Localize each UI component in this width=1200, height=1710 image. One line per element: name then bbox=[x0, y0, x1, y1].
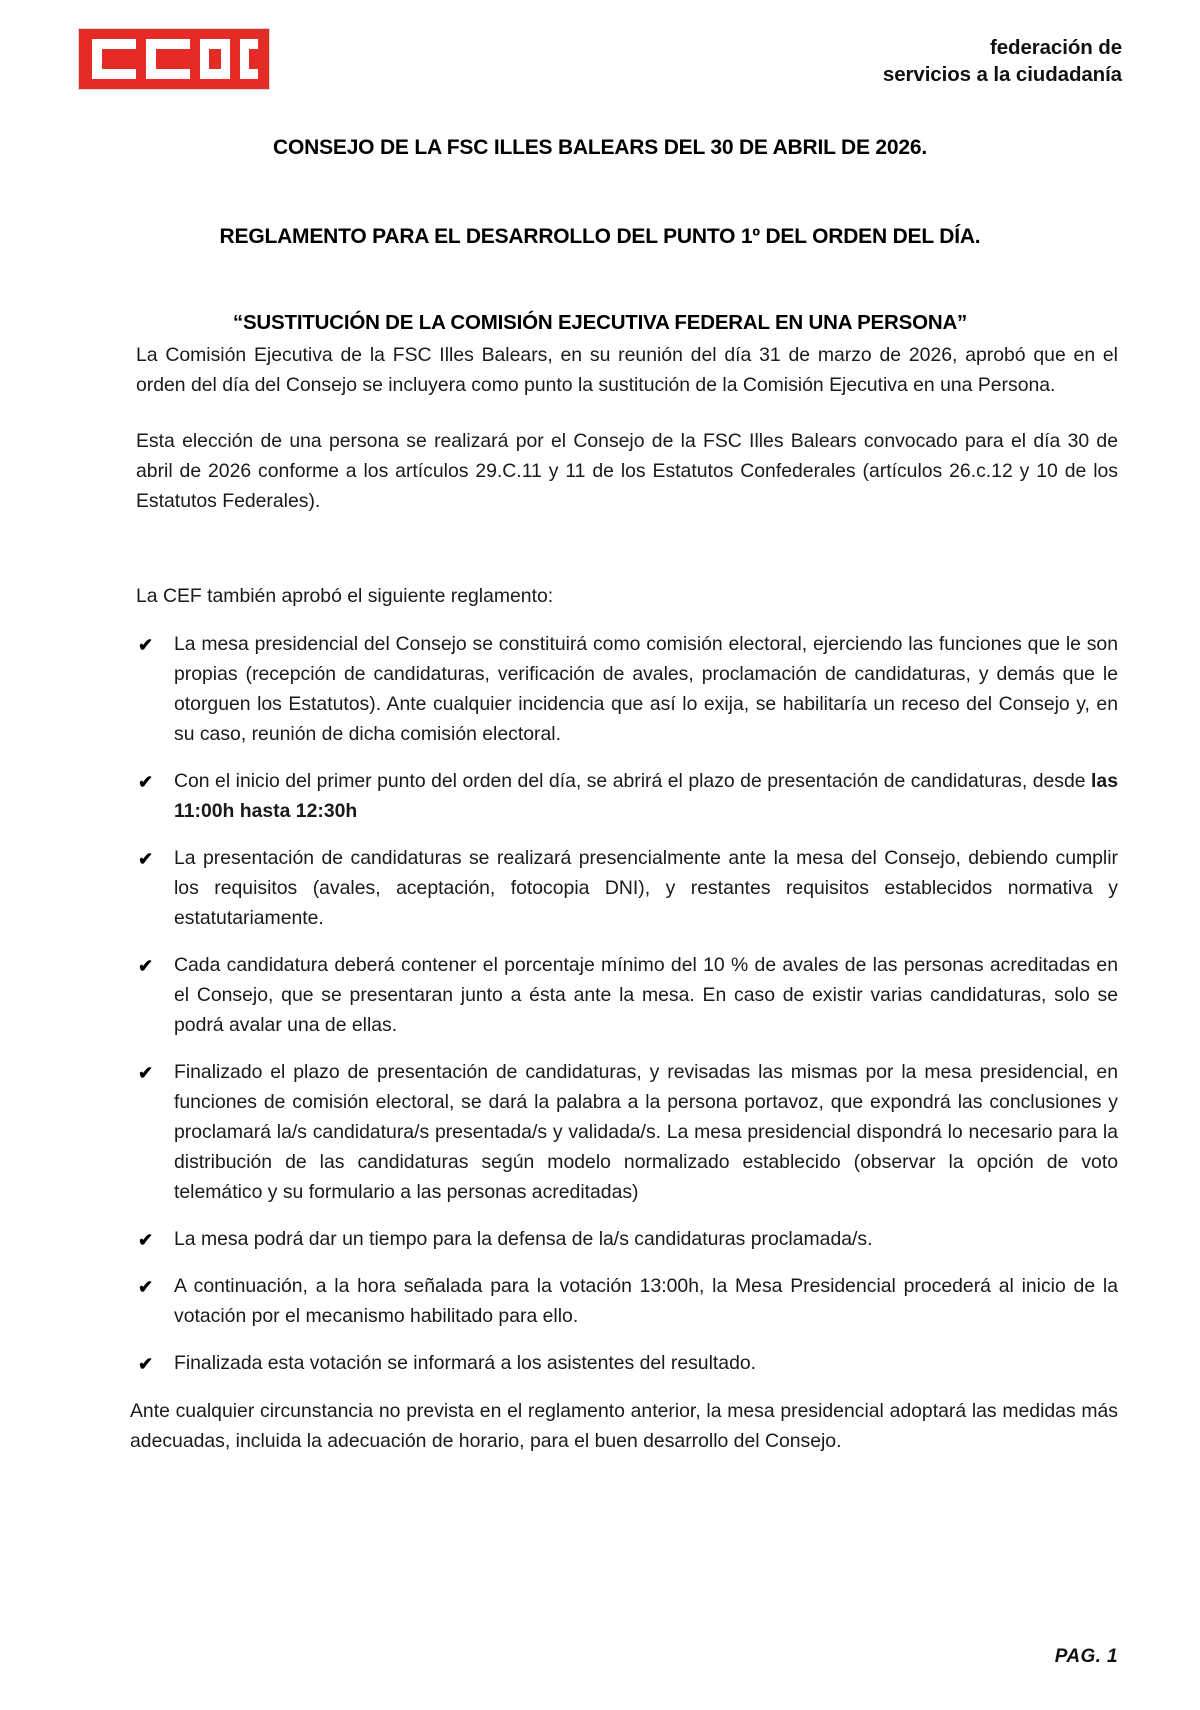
checkmark-icon: ✔ bbox=[138, 1353, 154, 1374]
page-number: PAG. 1 bbox=[1054, 1646, 1118, 1667]
rules-intro: La CEF también aprobó el siguiente reglamento: bbox=[136, 585, 554, 608]
document-title: CONSEJO DE LA FSC ILLES BALEARS DEL 30 DE ABRIL DE 2026. bbox=[273, 136, 927, 159]
checkmark-icon: ✔ bbox=[138, 1062, 154, 1083]
checkmark-icon: ✔ bbox=[138, 635, 154, 656]
document-header bbox=[0, 28, 1200, 108]
ccoo-logo bbox=[78, 28, 270, 90]
checkmark-icon: ✔ bbox=[138, 1229, 154, 1250]
list-item-text: La presentación de candidaturas se realizará presencialmente ante la mesa del Consejo, debiendo cumplir los requisitos (avales, aceptación, fotocopia DNI), y restantes requisitos establecidos normativa y estatutariamente. bbox=[174, 847, 1118, 929]
paragraph-1: La Comisión Ejecutiva de la FSC Illes Balears, en su reunión del día 31 de marzo de 2026, aprobó que en el orden del día del Consejo se incluyera como punto la sustitución de la Comisión Ejecutiva en una Persona. bbox=[136, 344, 1118, 396]
list-item-text: Finalizado el plazo de presentación de candidaturas, y revisadas las mismas por la mesa presidencial, en funciones de comisión electoral, se dará la palabra a la persona portavoz, que expondrá las conclusiones y proclamará la/s candidatura/s presentada/s y validada/s. La mesa presidencial dispondrá lo necesario para la distribución de las candidaturas según modelo normalizado establecido (observar la opción de voto telemático y su formulario a las personas acreditadas) bbox=[174, 1060, 1118, 1203]
list-item-text: Con el inicio del primer punto del orden del día, se abrirá el plazo de presentación de candidaturas, desde bbox=[174, 770, 1092, 793]
rules-list bbox=[136, 630, 1118, 1378]
list-item bbox=[136, 630, 1118, 750]
org-name-line-2: servicios a la ciudadanía bbox=[882, 63, 1122, 87]
document-body bbox=[0, 341, 1200, 1456]
document-titles bbox=[0, 136, 1200, 335]
list-item-text: La mesa podrá dar un tiempo para la defensa de la/s candidaturas proclamada/s. bbox=[174, 1227, 873, 1250]
list-item-text: A continuación, a la hora señalada para la votación 13:00h, la Mesa Presidencial procederá al inicio de la votación por el mecanismo habilitado para ello. bbox=[174, 1274, 1118, 1327]
body-spacer bbox=[136, 516, 1118, 582]
checkmark-icon: ✔ bbox=[138, 955, 154, 976]
closing-paragraph: Ante cualquier circunstancia no prevista en el reglamento anterior, la mesa presidencial adoptará las medidas más adecuadas, incluida la adecuación de horario, para el buen desarrollo del Consejo. bbox=[130, 1399, 1118, 1452]
document-quoted-title: “SUSTITUCIÓN DE LA COMISIÓN EJECUTIVA FEDERAL EN UNA PERSONA” bbox=[232, 311, 968, 334]
list-item-text: La mesa presidencial del Consejo se constituirá como comisión electoral, ejerciendo las funciones que le son propias (recepción de candidaturas, verificación de avales, proclamación de candidaturas, y demás que le otorguen los Estatutos). Ante cualquier incidencia que así lo exija, se habilitaría un receso del Consejo y, en su caso, reunión de dicha comisión electoral. bbox=[174, 633, 1118, 746]
list-item bbox=[136, 767, 1118, 827]
ccoo-logo-icon bbox=[90, 37, 258, 81]
list-item bbox=[136, 1272, 1118, 1332]
list-item bbox=[136, 844, 1118, 934]
list-item bbox=[136, 951, 1118, 1041]
list-item bbox=[136, 1225, 1118, 1255]
checkmark-icon: ✔ bbox=[138, 849, 154, 870]
organization-name bbox=[883, 28, 1122, 88]
checkmark-icon: ✔ bbox=[138, 772, 154, 793]
paragraph-2: Esta elección de una persona se realizará por el Consejo de la FSC Illes Balears convocado para el día 30 de abril de 2026 conforme a los artículos 29.C.11 y 11 de los Estatutos Confederales (artículos 26.c.12 y 10 de los Estatutos Federales). bbox=[136, 429, 1118, 512]
checkmark-icon: ✔ bbox=[138, 1276, 154, 1297]
document-subtitle: REGLAMENTO PARA EL DESARROLLO DEL PUNTO 1º DEL ORDEN DEL DÍA. bbox=[219, 225, 981, 248]
list-item bbox=[136, 1058, 1118, 1208]
list-item-text-emphasis: las 11:00h hasta 12:30h bbox=[174, 770, 1118, 823]
list-item bbox=[136, 1349, 1118, 1379]
list-item-text: Finalizada esta votación se informará a los asistentes del resultado. bbox=[174, 1351, 757, 1374]
org-name-line-1: federación de bbox=[990, 36, 1122, 59]
list-item-text: Cada candidatura deberá contener el porcentaje mínimo del 10 % de avales de las personas acreditadas en el Consejo, que se presentaran junto a ésta ante la mesa. En caso de existir varias candidaturas, solo se podrá avalar una de ellas. bbox=[174, 953, 1118, 1036]
